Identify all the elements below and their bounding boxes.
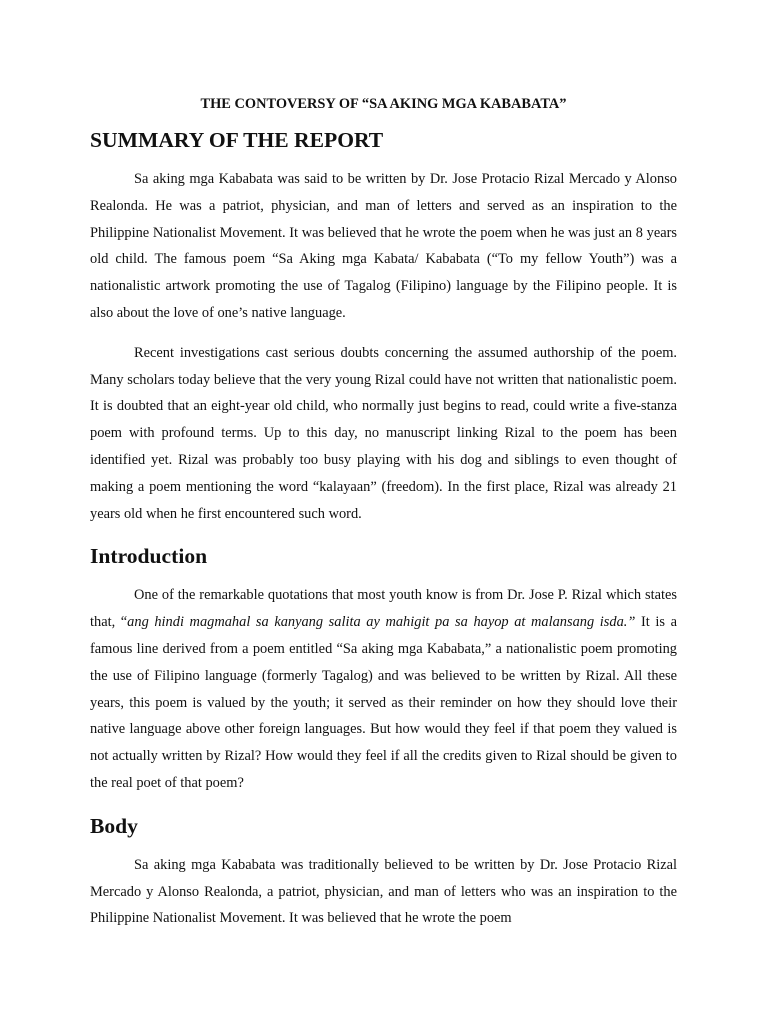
spacer [90, 156, 677, 166]
spacer [90, 527, 677, 540]
summary-paragraph-2: Recent investigations cast serious doubts concerning the assumed authorship of the poem. Many scholars today believe that the very young Rizal could have not written that nationalistic poem. It is doubted that an eight-year old child, who normally just begins to read, could write a five-stanza poem with profound terms. Up to this day, no manuscript linking Rizal to the poem has been identified yet. Rizal was probably too busy playing with his dog and siblings to even thought of making a poem mentioning the word “kalayaan” (freedom). In the first place, Rizal was already 21 years old when he first encountered such word. [90, 344, 677, 522]
document-title: THE CONTOVERSY OF “SA AKING MGA KABABATA” [200, 96, 567, 112]
spacer [90, 327, 677, 340]
introduction-paragraph [90, 582, 677, 796]
summary-heading: SUMMARY OF THE REPORT [90, 128, 384, 152]
introduction-heading: Introduction [90, 544, 208, 569]
spacer [90, 842, 677, 852]
document-page [90, 84, 677, 932]
summary-paragraph-1: Sa aking mga Kababata was said to be written by Dr. Jose Protacio Rizal Mercado y Alonso Realonda. He was a patriot, physician, and man of letters and served as an inspiration to the Philippine Nationalist Movement. It was believed that he wrote the poem when he was just an 8 years old child. The famous poem “Sa Aking mga Kabata/ Kababata (“To my fellow Youth”) was a nationalistic artwork promoting the use of Tagalog (Filipino) language by the Filipino people. It is also about the love of one’s native language. [90, 171, 677, 321]
rizal-quote: ang hindi magmahal sa kanyang salita ay mahigit pa sa hayop at malansang isda.” [127, 614, 636, 631]
body-paragraph: Sa aking mga Kababata was traditionally believed to be written by Dr. Jose Protacio Rizal Mercado y Alonso Realonda, a patriot, physician, and man of letters who was an inspiration to the Philippine Nationalist Movement. It was believed that he wrote the poem [90, 856, 677, 927]
body-heading: Body [90, 813, 138, 838]
introduction-text-start: One of the remarkable quotations that most youth know is from Dr. Jose P. Rizal which states that, “ [90, 587, 677, 631]
spacer [90, 797, 677, 810]
introduction-text-end: It is a famous line derived from a poem entitled “Sa aking mga Kababata,” a nationalistic poem promoting the use of Filipino language (formerly Tagalog) and was believed to be written by Rizal. All these years, this poem is valued by the youth; it served as their reminder on how they should love their native language above other foreign languages. But how would they feel if that poem they valued is not actually written by Rizal? How would they feel if all the credits given to Rizal should be given to the real poet of that poem? [90, 614, 677, 791]
spacer [90, 572, 677, 582]
